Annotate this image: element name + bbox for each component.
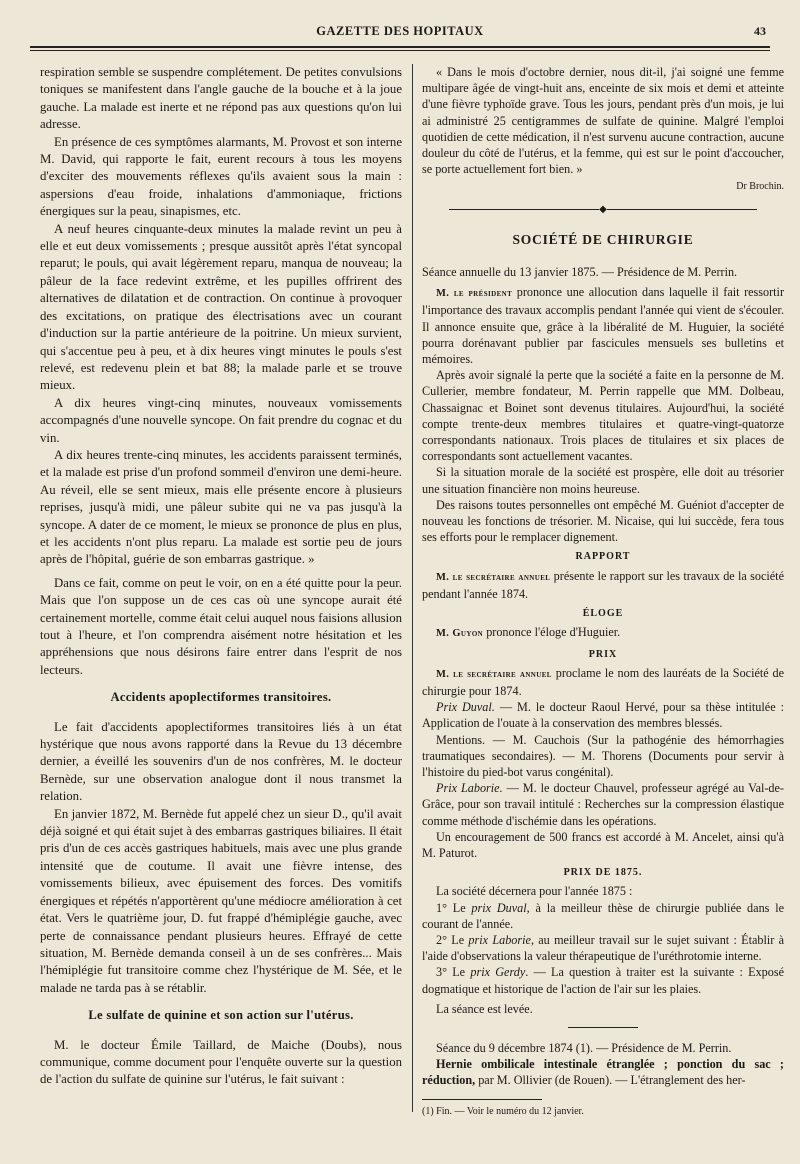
paragraph-text: prononce une allocution dans laquelle il fait ressortir l'importance des travaux accomplis pendant l'année qui vient de s'écouler. Il annonce ensuite que, grâce à la libéralité de M. Huguier, la société pourra dorénavant publier par fascicules mensuels ses bulletins et mémoires. <box>422 285 785 367</box>
speaker: M. le président <box>436 288 513 300</box>
list-item <box>422 932 784 964</box>
session-line: Séance annuelle du 13 janvier 1875. — Présidence de M. Perrin. <box>422 265 738 280</box>
paragraph <box>422 699 784 731</box>
paragraph <box>422 780 784 829</box>
paragraph: Un encouragement de 500 francs est accordé à M. Ancelet, ainsi qu'à M. Paturot. <box>422 829 784 860</box>
speaker: M. Guyon <box>436 628 484 640</box>
footnote: (1) Fin. — Voir le numéro du 12 janvier. <box>422 1105 584 1117</box>
list-item-text: . — La question à traiter est la suivante : Exposé dogmatique et historique de l'action de l'air sur les plaies. <box>422 965 785 996</box>
footnote-rule <box>422 1099 542 1100</box>
paragraph: Après avoir signalé la perte que la société a faite en la personne de M. Cullerier, membre fondateur, M. Perrin rappelle que MM. Dolbeau, Chassaignac et Boinet sont devenus titulaires. Aujourd'hui, la société compte trente-deux membres titulaires et quatre-vingt-quatorze correspondants nationaux. Trois places de titulaires et six places de correspondants sont actuellement vacantes. <box>422 368 784 464</box>
paragraph <box>422 624 784 642</box>
header-rule <box>30 46 770 48</box>
ornament-separator: ◆ <box>422 202 784 218</box>
paragraph: A neuf heures cinquante-deux minutes la malade revint un peu à elle et eut deux vomissements ; presque aussitôt après l'état syncopal reparut; le pouls, qui avait légèrement reparu, manqua de nouveau; la pâleur de la face redevint extrême, et les pupilles offrirent des alternatives de dilatation et de contraction. On continue à provoquer des excitations, on pratique des électrisations avec un courant d'induction sur la partie antérieure de la poitrine. Un mieux survient, qui s'accentue peu à peu, et à dix heures vingt minutes le pouls s'est relevé, est redevenu plein et bat 88; la malade parle et se trouve mieux. <box>40 221 402 393</box>
section-rule <box>568 1027 638 1028</box>
case-title: Hernie ombilicale intestinale étranglée ; ponction du sac ; réduction, <box>422 1057 784 1088</box>
subheading-prix: PRIX <box>588 648 618 660</box>
paragraph-text: proclame le nom des lauréats de la Société de chirurgie pour 1874. <box>422 665 785 698</box>
paragraph <box>422 284 784 367</box>
paragraph: A dix heures vingt-cinq minutes, nouveaux vomissements accompagnés d'une nouvelle syncope. On fait prendre du cognac et du vin. <box>40 395 402 445</box>
page-header <box>30 22 770 44</box>
list-item-number: 2° Le <box>436 932 469 947</box>
paragraph: En janvier 1872, M. Bernède fut appelé chez un sieur D., qu'il avait déjà soigné et qui était sujet à des embarras gastriques biliaires. Il était pris d'un de ces accès gastriques habituels, mais avec une plus grande intensité que de coutume. Il avait une fièvre intense, des vomissements bilieux, avec épuisement des forces. Des vomitifs énergiques et répétés n'apportèrent qu'une médiocre amélioration à cet état. Vers le quatrième jour, D. fut frappé d'hémiplégie gauche, avec perte de connaissance pendant plusieurs heures. Effrayé de cette situation, M. Bernède demanda conseil à un de ses confrères... Mais l'hémiplégie fut transitoire comme chez l'hystérique de M. Sée, et le malade ne tarda pas à se rétablir. <box>40 806 402 995</box>
paragraph: respiration semble se suspendre complétement. De petites convulsions toniques se manifestent dans l'angle gauche de la bouche et à la joue gauche. La malade est inerte et ne répond pas aux questions qu'on lui adresse. <box>40 65 402 132</box>
subheading-rapport: RAPPORT <box>575 551 631 563</box>
subheading-prix-1875: PRIX DE 1875. <box>563 867 643 879</box>
paragraph: Mentions. — M. Cauchois (Sur la pathogénie des hémorrhagies traumatiques secondaires). — M. Thorens (Documents pour servir à l'histoire du pied-bot varus congénital). <box>422 732 784 779</box>
paragraph: Si la situation morale de la société est prospère, elle doit au trésorier une situation financière non moins heureuse. <box>422 465 784 496</box>
paragraph: La séance est levée. <box>436 1001 533 1016</box>
subheading-eloge: ÉLOGE <box>582 608 624 620</box>
list-item <box>422 964 784 996</box>
society-heading: SOCIÉTÉ DE CHIRURGIE <box>512 231 694 247</box>
paragraph <box>422 1056 784 1088</box>
journal-title: GAZETTE DES HOPITAUX <box>316 24 484 38</box>
prize-name: prix Gerdy <box>470 965 526 980</box>
paragraph: La société décernera pour l'année 1875 : <box>436 884 633 899</box>
prize-name: prix Laborie <box>468 932 531 947</box>
paragraph: Le fait d'accidents apoplectiformes transitoires liés à un état hystérique que nous avons rapporté dans la Revue du 13 décembre dernier, a éveillé les souvenirs d'un de nos confrères, M. le docteur Bernède, sur une observation analogue dont il nous transmet la relation. <box>40 719 402 804</box>
list-item <box>422 900 784 932</box>
paragraph: En présence de ces symptômes alarmants, M. Provost et son interne M. David, qui rapporte le fait, eurent recours à tous les moyens d'exciter des mouvements réflexes qu'ils avaient sous la main : aspersions d'eau froide, inhalations d'ammoniaque, frictions énergiques sur la peau, sinapismes, etc. <box>40 134 402 219</box>
paragraph-text: — M. le docteur Raoul Hervé, pour sa thèse intitulée : Application de l'ouate à la conservation des membres blessés. <box>422 700 784 731</box>
header-rule-thin <box>30 50 770 51</box>
list-item-number: 1° Le <box>436 900 472 915</box>
prize-name: prix Duval <box>471 900 527 915</box>
list-item-text: , au meilleur travail sur le sujet suivant : Établir à l'aide d'observations la valeur thérapeutique de l'uréthrotomie interne. <box>422 932 784 964</box>
paragraph <box>422 665 784 699</box>
paragraph: Des raisons toutes personnelles ont empêché M. Guéniot d'accepter de nouveau les fonctions de trésorier. M. Nicaise, qui lui succède, fera tous ses efforts pour le remplacer dignement. <box>422 497 784 545</box>
speaker: M. le secrétaire annuel <box>436 571 551 583</box>
prize-name: Prix Duval. <box>436 700 495 715</box>
list-item-text: , à la meilleur thèse de chirurgie publiée dans le courant de l'année. <box>422 900 784 931</box>
paragraph <box>422 568 784 602</box>
speaker: M. le secrétaire annuel <box>436 668 552 680</box>
section-heading: Le sulfate de quinine et son action sur l'utérus. <box>88 1008 354 1023</box>
paragraph: Dans ce fait, comme on peut le voir, on en a été quitte pour la peur. Mais que l'on suppose un de ces cas où une syncope aurait été certainement mortelle, comme était celui auquel nous faisions allusion tout à l'heure, et l'on comprendra aisément notre hésitation et les appréhensions que nous désirons faire entrer dans l'esprit de nos lecteurs. <box>40 575 402 677</box>
right-column <box>422 64 784 1120</box>
paragraph: « Dans le mois d'octobre dernier, nous dit-il, j'ai soigné une femme multipare âgée de vingt-huit ans, enceinte de six mois et demi et atteinte d'une fièvre typhoïde grave. Tous les jours, pendant près d'un mois, je lui ai administré 25 centigrammes de sulfate de quinine. Malgré l'emploi quotidien de cette médication, il n'est survenu aucune contraction, aucune douleur du côté de l'utérus, et la femme, qui est sur le point d'accoucher, se porte actuellement fort bien. » <box>422 65 784 177</box>
author-signature: Dr Brochin. <box>736 181 784 193</box>
paragraph-text: — M. le docteur Chauvel, professeur agrégé au Val-de-Grâce, pour son travail intitulé : Recherches sur la compression élastique comme méthode d'ischémie dans les opérations. <box>422 781 784 828</box>
prize-name: Prix Laborie. <box>436 781 503 796</box>
paragraph-text: prononce l'éloge d'Huguier. <box>486 625 621 640</box>
paragraph-text: présente le rapport sur les travaux de la société pendant l'année 1874. <box>422 568 784 601</box>
section-heading: Accidents apoplectiformes transitoires. <box>110 690 332 705</box>
paragraph: M. le docteur Émile Taillard, de Maiche (Doubs), nous communique, comme document pour l'enquête ouverte sur la question de l'action du sulfate de quinine sur l'utérus, le fait suivant : <box>40 1037 402 1087</box>
column-divider <box>412 64 413 1112</box>
left-column <box>40 64 402 1089</box>
page-number: 43 <box>754 24 766 38</box>
list-item-number: 3° Le <box>436 965 471 980</box>
paragraph: A dix heures trente-cinq minutes, les accidents paraissent terminés, et la malade est prise d'un profond sommeil d'environ une demi-heure. Au réveil, elle se sent mieux, mais elle présente encore à plusieurs reprises, jusqu'à midi, une pâleur subite qui ne va pas jusqu'à la syncope. A dater de ce moment, le mieux se prononce de plus en plus, et les accidents n'ont plus reparu. La malade est sortie peu de jours après de l'hôpital, guérie de son embarras gastrique. » <box>40 447 402 567</box>
session-line: Séance du 9 décembre 1874 (1). — Présidence de M. Perrin. <box>436 1040 732 1055</box>
paragraph-text: par M. Ollivier (de Rouen). — L'étranglement des her- <box>478 1073 746 1088</box>
